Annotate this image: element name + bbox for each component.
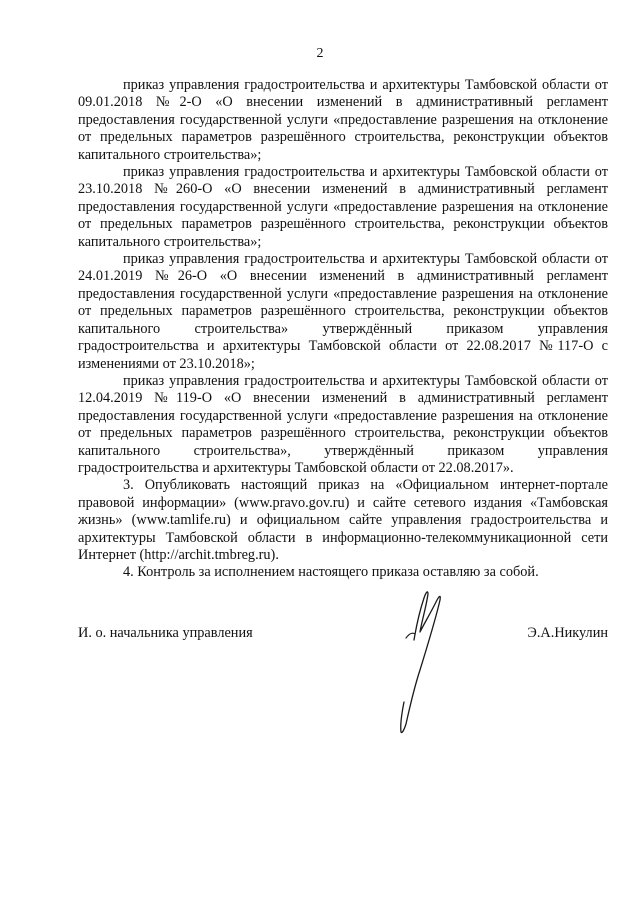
handwritten-signature xyxy=(384,588,444,738)
page-number: 2 xyxy=(316,46,324,61)
paragraph-order-119-o: приказ управления градостроительства и архитектуры Тамбовской области от 12.04.2019 №119-О «О внесении изменений в административный регламент предоставления государственной услуги «предоставление разрешения на отклонение от предельных параметров разрешённого строительства, реконструкции объектов капитального строительства», утверждённый приказом управления градостроительства и архитектуры Тамбовской области от 22.08.2017». xyxy=(78,372,608,476)
document-body xyxy=(78,77,608,582)
signatory-name: Э.А.Никулин xyxy=(527,625,608,641)
paragraph-order-2-o: приказ управления градостроительства и архитектуры Тамбовской области от 09.01.2018 №2-О «О внесении изменений в административный регламент предоставления государственной услуги «предоставление разрешения на отклонение от предельных параметров разрешённого строительства, реконструкции объектов капитального строительства»; xyxy=(78,77,608,163)
paragraph-order-260-o: приказ управления градостроительства и архитектуры Тамбовской области от 23.10.2018 №260-О «О внесении изменений в административный регламент предоставления государственной услуги «предоставление разрешения на отклонение от предельных параметров разрешённого строительства, реконструкции объектов капитального строительства»; xyxy=(78,164,608,250)
paragraph-item-3-publish: 3. Опубликовать настоящий приказ на «Официальном интернет-портале правовой информации» (www.pravo.gov.ru) и сайте сетевого издания «Тамбовская жизнь» (www.tamlife.ru) и официальном сайте управления градостроительства и архитектуры Тамбовской области в информационно-телекоммуникационной сети Интернет (http://archit.tmbreg.ru). xyxy=(78,477,608,563)
faint-footer-marks xyxy=(215,893,545,901)
signatory-position: И. о. начальника управления xyxy=(78,625,253,641)
paragraph-item-4-control: 4. Контроль за исполнением настоящего приказа оставляю за собой. xyxy=(123,564,539,581)
paragraph-order-26-o: приказ управления градостроительства и архитектуры Тамбовской области от 24.01.2019 №26-О «О внесении изменений в административный регламент предоставления государственной услуги «предоставление разрешения на отклонение от предельных параметров разрешённого строительства, реконструкции объектов капитального строительства» утверждённый приказом управления градостроительства и архитектуры Тамбовской области от 22.08.2017 №117-О с изменениями от 23.10.2018»; xyxy=(78,251,608,372)
